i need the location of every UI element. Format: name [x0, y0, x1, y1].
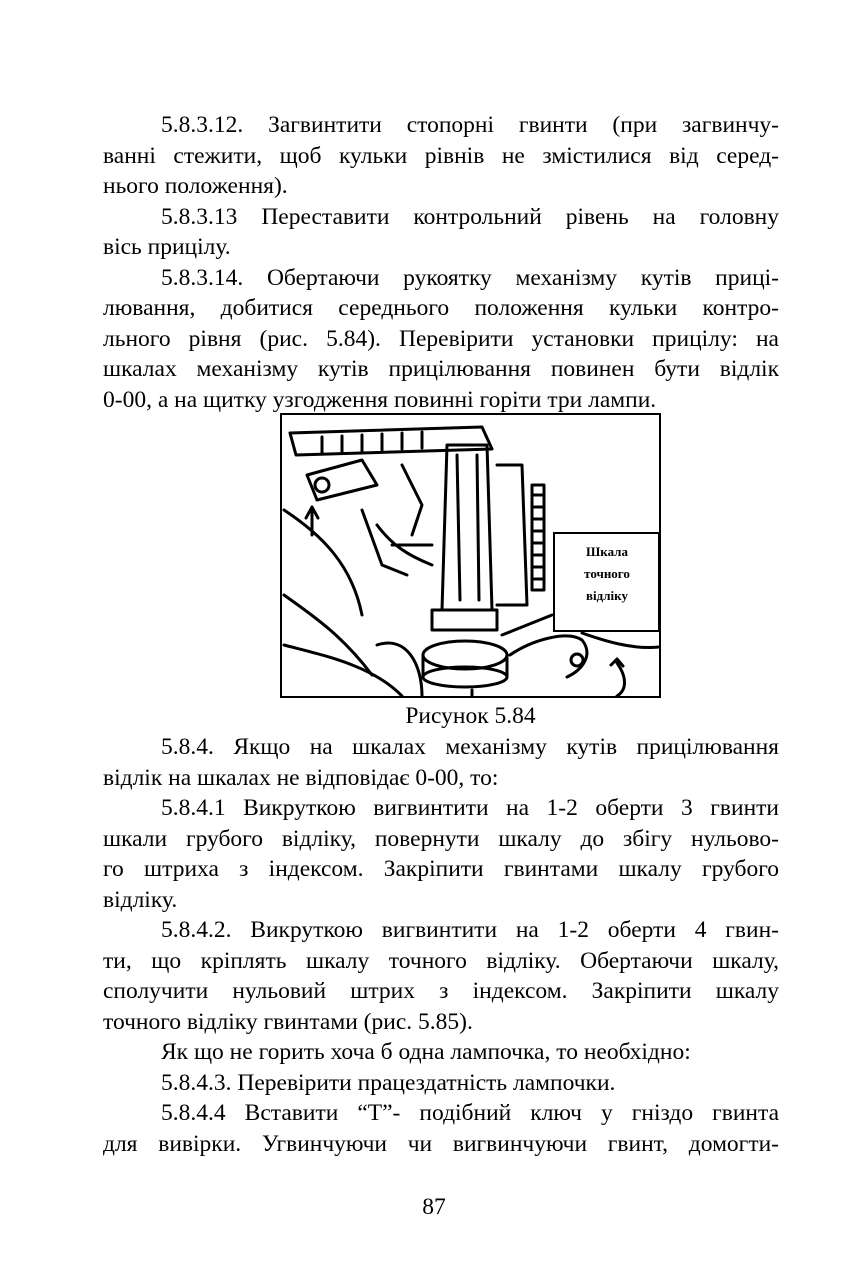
- figure-caption: Рисунок 5.84: [405, 703, 536, 729]
- paragraph-line: 5.8.4.1 Викруткою вигвинтити на 1-2 оберти 3 гвинти: [161, 795, 779, 821]
- paragraph-line: 5.8.4.2. Викруткою вигвинтити на 1-2 оберти 4 гвин-: [161, 917, 779, 943]
- paragraph-line: нього положення).: [103, 173, 288, 199]
- paragraph-line: ти, що кріплять шкалу точного відліку. Обертаючи шкалу,: [103, 947, 779, 974]
- paragraph-line: точного відліку гвинтами (рис. 5.85).: [103, 1008, 473, 1035]
- paragraph-line: відлік на шкалах не відповідає 0-00, то:: [103, 764, 499, 791]
- page-number: 87: [422, 1194, 446, 1220]
- paragraph-line: шкали грубого відліку, повернути шкалу до збігу нульово-: [103, 825, 779, 852]
- text-block-top: [103, 110, 779, 415]
- scale-label-line: відліку: [586, 588, 628, 603]
- paragraph-line: 5.8.4. Якщо на шкалах механізму кутів прицілювання: [161, 734, 779, 760]
- scale-label-line: Шкала: [586, 544, 628, 559]
- paragraph-line: 5.8.4.4 Вставити “Т”- подібний ключ у гніздо гвинта: [161, 1100, 779, 1126]
- paragraph-line: 0-00, а на щитку узгодження повинні горіти три лампи.: [103, 386, 657, 413]
- mechanism-illustration: [282, 415, 659, 696]
- paragraph-line: льного рівня (рис. 5.84). Перевірити установки прицілу: на: [103, 325, 779, 352]
- paragraph-line: 5.8.3.13 Переставити контрольний рівень на головну: [161, 203, 779, 230]
- scale-label-line: точного: [584, 566, 630, 581]
- paragraph-line: для вивірки. Угвинчуючи чи вигвинчуючи гвинт, домогти-: [103, 1130, 779, 1157]
- paragraph-line: вісь прицілу.: [103, 234, 231, 260]
- paragraph-line: ванні стежити, щоб кульки рівнів не змістилися від серед-: [103, 142, 779, 169]
- paragraph-line: відліку.: [103, 886, 178, 913]
- text-block-bottom: [103, 732, 779, 1159]
- paragraph-line: лювання, добитися середнього положення кульки контро-: [103, 295, 779, 321]
- paragraph-line: 5.8.3.12. Загвинтити стопорні гвинти (при загвинчу-: [161, 112, 779, 138]
- paragraph-line: Як що не горить хоча б одна лампочка, то необхідно:: [161, 1039, 691, 1065]
- figure-5-84: [280, 413, 661, 698]
- paragraph-line: сполучити нульовий штрих з індексом. Закріпити шкалу: [103, 978, 779, 1004]
- paragraph-line: 5.8.3.14. Обертаючи рукоятку механізму кутів приці-: [161, 264, 779, 291]
- paragraph-line: 5.8.4.3. Перевірити працездатність лампочки.: [161, 1069, 616, 1096]
- paragraph-line: го штриха з індексом. Закріпити гвинтами шкалу грубого: [103, 856, 779, 882]
- paragraph-line: шкалах механізму кутів прицілювання повинен бути відлік: [103, 356, 779, 382]
